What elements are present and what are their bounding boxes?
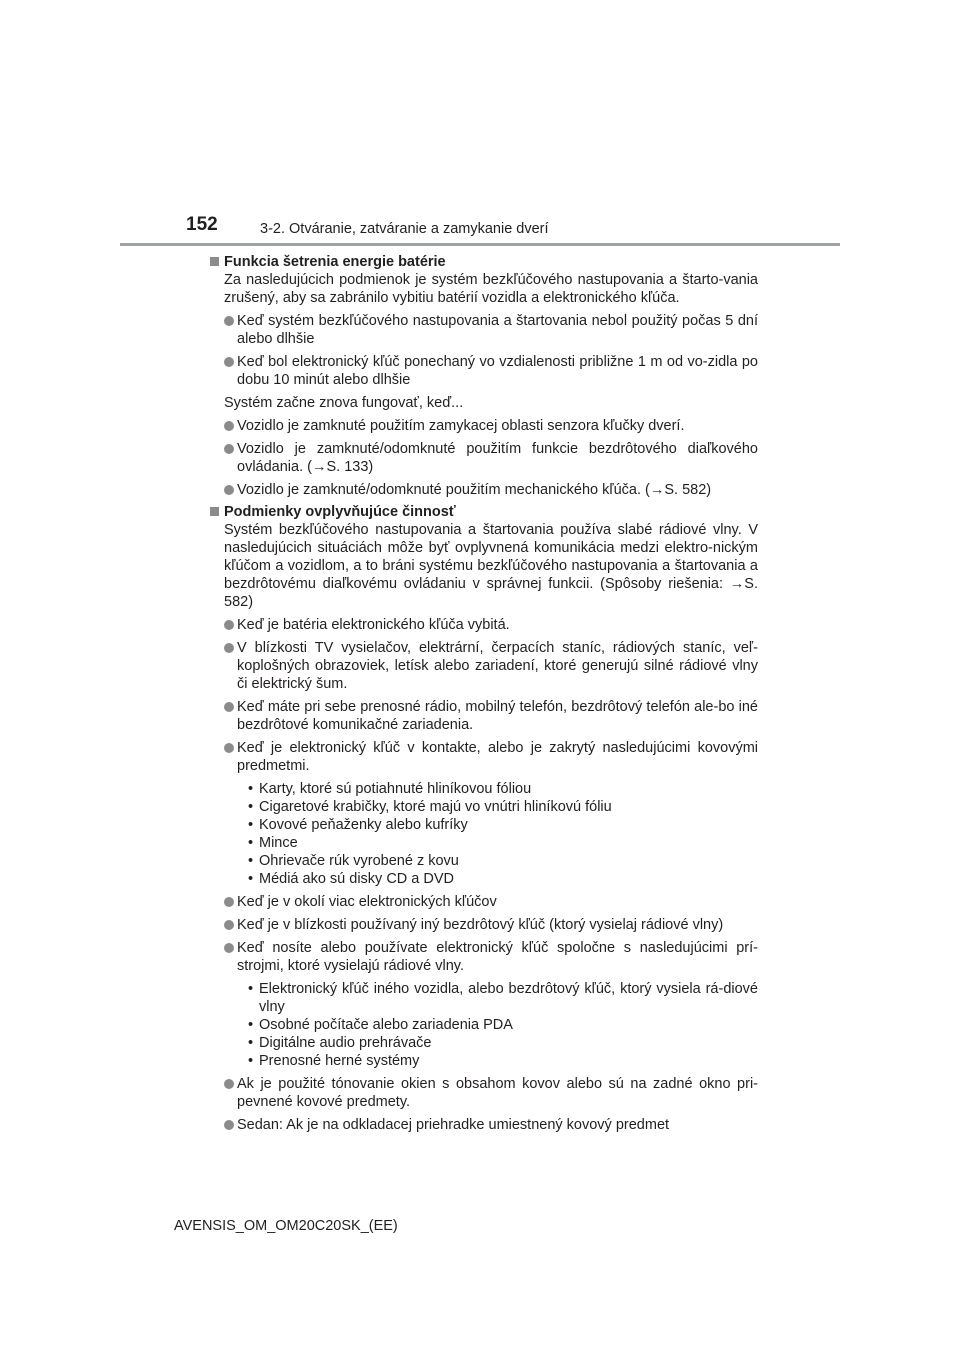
small-bullet-mark: • xyxy=(248,871,254,887)
list-item xyxy=(210,893,758,911)
sub-list-item xyxy=(248,816,758,834)
list-item xyxy=(210,440,758,476)
sub-list-item-text: Elektronický kľúč iného vozidla, alebo bezdrôtový kľúč, ktorý vysiela rá-diové vlny xyxy=(259,981,758,1015)
circle-bullet-icon xyxy=(224,943,234,953)
paragraph: Systém bezkľúčového nastupovania a štartovania používa slabé rádiové vlny. V nasledujúcich situáciách môže byť ovplyvnená komunikácia medzi elektro-nickým kľúčom a vozidlom, a to bráni systému bezkľúčového nastupovania a štartovania a bezdrôtovému diaľkovému ovládaniu v správnej funkcii. (Spôsoby riešenia: →S. 582) xyxy=(224,522,758,610)
list-item-text: Keď bol elektronický kľúč ponechaný vo vzdialenosti približne 1 m od vo-zidla po dobu 10 minút alebo dlhšie xyxy=(237,354,758,388)
circle-bullet-icon xyxy=(224,421,234,431)
circle-bullet-icon xyxy=(224,316,234,326)
sub-list-item-text: Ohrievače rúk vyrobené z kovu xyxy=(259,853,459,869)
square-bullet-icon xyxy=(210,257,219,266)
list-item-text: Ak je použité tónovanie okien s obsahom kovov alebo sú na zadné okno pri-pevnené kovové predmety. xyxy=(237,1076,758,1110)
sub-list xyxy=(210,780,758,888)
sub-list-item xyxy=(248,834,758,852)
sub-list-item xyxy=(248,1034,758,1052)
small-bullet-mark: • xyxy=(248,835,254,851)
list-item-text: Keď máte pri sebe prenosné rádio, mobilný telefón, bezdrôtový telefón ale-bo iné bezdrôtové komunikačné zariadenia. xyxy=(237,699,758,733)
section-heading-text: Funkcia šetrenia energie batérie xyxy=(224,254,446,270)
sub-list-item xyxy=(248,1016,758,1034)
list-item-text: Keď je v blízkosti používaný iný bezdrôtový kľúč (ktorý vysielaj rádiové vlny) xyxy=(237,917,724,933)
sub-list-item-text: Karty, ktoré sú potiahnuté hliníkovou fóliou xyxy=(259,781,532,797)
header-rule xyxy=(120,243,840,246)
list-item xyxy=(210,639,758,693)
list-item xyxy=(210,312,758,348)
small-bullet-mark: • xyxy=(248,781,254,797)
list-item-text: Keď nosíte alebo používate elektronický kľúč spoločne s nasledujúcimi prí-strojmi, ktoré vysielajú rádiové vlny. xyxy=(237,940,758,974)
list-item xyxy=(210,1116,758,1134)
circle-bullet-icon xyxy=(224,743,234,753)
list-item xyxy=(210,739,758,775)
list-item-text: Sedan: Ak je na odkladacej priehradke umiestnený kovový predmet xyxy=(237,1117,670,1133)
list-item-text: Keď je elektronický kľúč v kontakte, alebo je zakrytý nasledujúcimi kovovými predmetmi. xyxy=(237,740,758,774)
sub-list-item-text: Cigaretové krabičky, ktoré majú vo vnútri hliníkovú fóliu xyxy=(259,799,612,815)
circle-bullet-icon xyxy=(224,643,234,653)
sub-list-item-text: Médiá ako sú disky CD a DVD xyxy=(259,871,455,887)
paragraph: Systém začne znova fungovať, keď... xyxy=(224,395,464,411)
sub-list-item xyxy=(248,852,758,870)
list-item xyxy=(210,353,758,389)
list-item xyxy=(210,616,758,634)
list-item-text: Vozidlo je zamknuté/odomknuté použitím mechanického kľúča. (→S. 582) xyxy=(237,482,712,498)
circle-bullet-icon xyxy=(224,485,234,495)
small-bullet-mark: • xyxy=(248,853,254,869)
sub-list-item xyxy=(248,980,758,1016)
list-item xyxy=(210,916,758,934)
section-heading-text: Podmienky ovplyvňujúce činnosť xyxy=(224,504,456,520)
small-bullet-mark: • xyxy=(248,1035,254,1051)
list-item-text: Keď je batéria elektronického kľúča vybitá. xyxy=(237,617,510,633)
sub-list-item-text: Prenosné herné systémy xyxy=(259,1053,420,1069)
list-item xyxy=(210,417,758,435)
page-content xyxy=(210,253,758,1134)
circle-bullet-icon xyxy=(224,897,234,907)
section-heading-conditions xyxy=(210,503,758,521)
square-bullet-icon xyxy=(210,507,219,516)
circle-bullet-icon xyxy=(224,357,234,367)
list-item-text: Vozidlo je zamknuté použitím zamykacej oblasti senzora kľučky dverí. xyxy=(237,418,685,434)
small-bullet-mark: • xyxy=(248,981,254,997)
sub-list-item xyxy=(248,870,758,888)
section-heading-battery-saving xyxy=(210,253,758,271)
circle-bullet-icon xyxy=(224,1120,234,1130)
sub-list-item xyxy=(248,798,758,816)
sub-list-item-text: Osobné počítače alebo zariadenia PDA xyxy=(259,1017,513,1033)
small-bullet-mark: • xyxy=(248,817,254,833)
list-item xyxy=(210,481,758,499)
sub-list xyxy=(210,980,758,1070)
list-item xyxy=(210,698,758,734)
list-item xyxy=(210,1075,758,1111)
sub-list-item xyxy=(248,780,758,798)
list-item-text: Vozidlo je zamknuté/odomknuté použitím funkcie bezdrôtového diaľkového ovládania. (→S. 133) xyxy=(237,441,758,475)
circle-bullet-icon xyxy=(224,444,234,454)
circle-bullet-icon xyxy=(224,920,234,930)
sub-list-item-text: Mince xyxy=(259,835,298,851)
circle-bullet-icon xyxy=(224,702,234,712)
paragraph: Za nasledujúcich podmienok je systém bezkľúčového nastupovania a štarto-vania zrušený, aby sa zabránilo vybitiu batérií vozidla a elektronického kľúča. xyxy=(224,272,758,306)
list-item xyxy=(210,939,758,975)
sub-list-item xyxy=(248,1052,758,1070)
list-item-text: V blízkosti TV vysielačov, elektrární, čerpacích staníc, rádiových staníc, veľ-koplošných obrazoviek, letísk alebo zariadení, ktoré generujú silné rádiové vlny či elektrický šum. xyxy=(237,640,758,692)
small-bullet-mark: • xyxy=(248,1053,254,1069)
small-bullet-mark: • xyxy=(248,799,254,815)
sub-list-item-text: Kovové peňaženky alebo kufríky xyxy=(259,817,468,833)
list-item-text: Keď je v okolí viac elektronických kľúčov xyxy=(237,894,497,910)
page-number: 152 xyxy=(186,214,218,235)
sub-list-item-text: Digitálne audio prehrávače xyxy=(259,1035,432,1051)
chapter-title: 3-2. Otváranie, zatváranie a zamykanie dverí xyxy=(260,221,549,237)
small-bullet-mark: • xyxy=(248,1017,254,1033)
circle-bullet-icon xyxy=(224,1079,234,1089)
circle-bullet-icon xyxy=(224,620,234,630)
document-code: AVENSIS_OM_OM20C20SK_(EE) xyxy=(174,1218,398,1234)
list-item-text: Keď systém bezkľúčového nastupovania a štartovania nebol použitý počas 5 dní alebo dlhšie xyxy=(237,313,758,347)
